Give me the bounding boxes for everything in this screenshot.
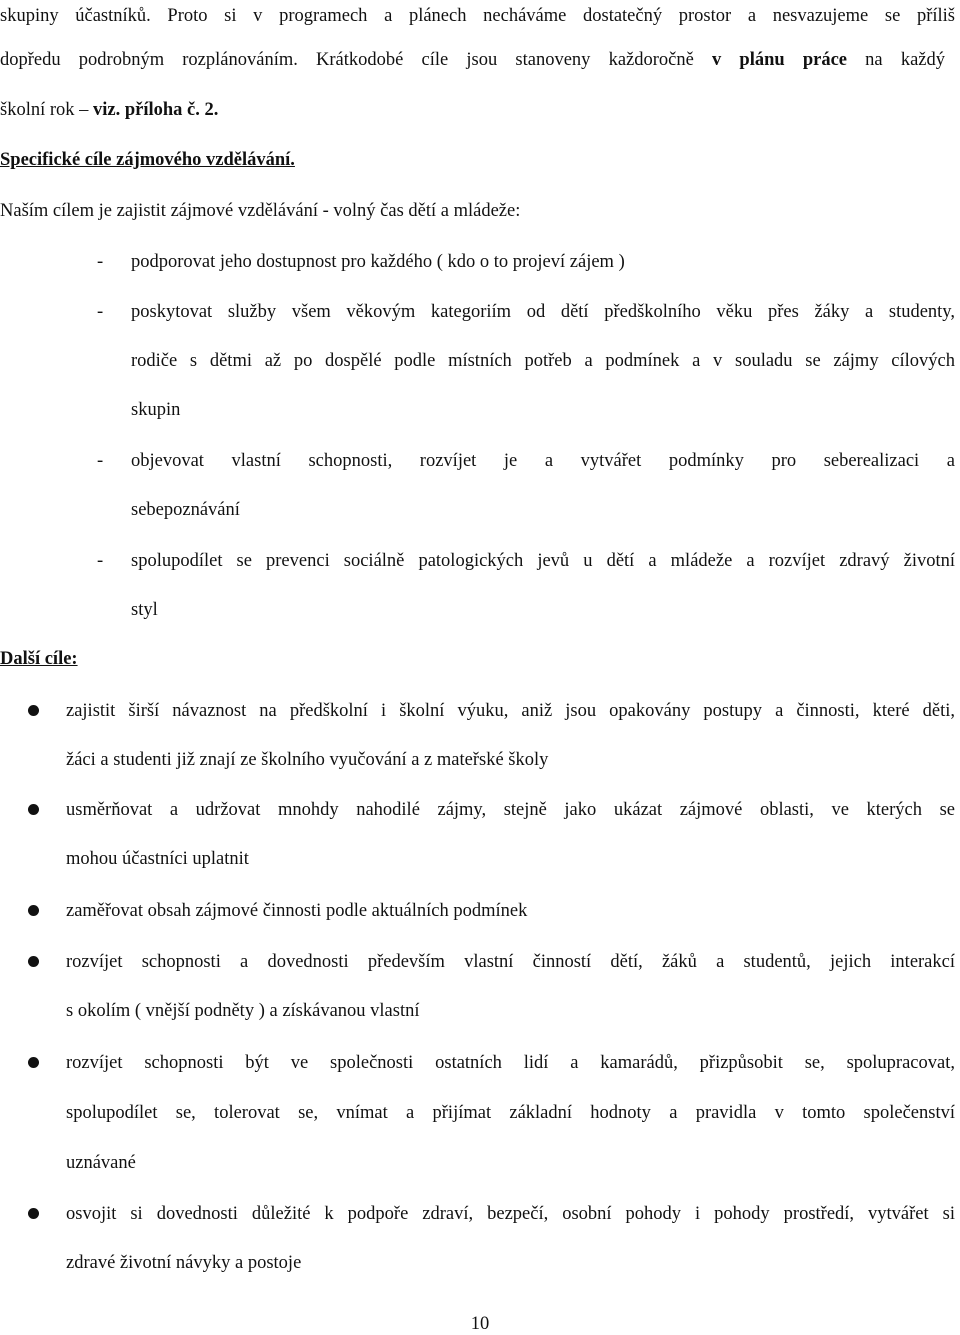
specific-goals-lead: Naším cílem je zajistit zájmové vzdělávání - volný čas dětí a mládeže: <box>0 201 521 221</box>
other-item-5-line-3: uznávané <box>66 1153 136 1173</box>
specific-item-1-line-1: podporovat jeho dostupnost pro každého ( kdo o to projeví zájem ) <box>131 252 625 272</box>
other-item-2-line-1: usměrňovat a udržovat mnohdy nahodilé zájmy, stejně jako ukázat zájmové oblasti, ve kterých se <box>66 800 955 820</box>
specific-item-2-line-3: skupin <box>131 400 181 420</box>
other-item-4-line-1: rozvíjet schopnosti a dovednosti především vlastní činností dětí, žáků a studentů, jejich interakcí <box>66 952 955 972</box>
other-item-3-line-1: zaměřovat obsah zájmové činnosti podle aktuálních podmínek <box>66 901 528 921</box>
intro-line-3 <box>0 99 218 121</box>
other-item-5-line-2: spolupodílet se, tolerovat se, vnímat a přijímat základní hodnoty a pravidla v tomto společenství <box>66 1103 955 1123</box>
bullet-icon <box>28 1208 39 1219</box>
bullet-icon <box>28 905 39 916</box>
other-item-1-line-1: zajistit širší návaznost na předškolní i školní výuku, aniž jsou opakovány postupy a činnosti, které děti, <box>66 701 955 721</box>
specific-goals-heading: Specifické cíle zájmového vzdělávání. <box>0 150 295 170</box>
other-item-6-line-1: osvojit si dovednosti důležité k podpoře zdraví, bezpečí, osobní pohody i pohody prostředí, vytvářet si <box>66 1204 955 1224</box>
intro-line-1: skupiny účastníků. Proto si v programech a plánech necháváme dostatečný prostor a nesvazujeme se příliš <box>0 6 955 26</box>
dash-marker: - <box>97 451 104 471</box>
intro-line-3-text: školní rok – <box>0 100 94 120</box>
specific-item-3-line-2: sebepoznávání <box>131 500 240 520</box>
intro-line-2 <box>0 49 945 71</box>
other-item-4-line-2: s okolím ( vnější podněty ) a získávanou vlastní <box>66 1001 420 1021</box>
specific-item-2-line-2: rodiče s dětmi až po dospělé podle místních potřeb a podmínek a v souladu se zájmy cílových <box>131 351 955 371</box>
other-item-6-line-2: zdravé životní návyky a postoje <box>66 1253 302 1273</box>
bullet-icon <box>28 1057 39 1068</box>
dash-marker: - <box>97 302 104 322</box>
page-number: 10 <box>470 1314 490 1334</box>
intro-line-2-end: na každý <box>847 50 945 70</box>
specific-item-3-line-1: objevovat vlastní schopnosti, rozvíjet je a vytvářet podmínky pro seberealizaci a <box>131 451 955 471</box>
bullet-icon <box>28 804 39 815</box>
plan-prace-emphasis: v plánu práce <box>712 50 848 70</box>
dash-marker: - <box>97 252 104 272</box>
other-item-2-line-2: mohou účastníci uplatnit <box>66 849 249 869</box>
specific-item-4-line-1: spolupodílet se prevenci sociálně patologických jevů u dětí a mládeže a rozvíjet zdravý životní <box>131 551 955 571</box>
bullet-icon <box>28 705 39 716</box>
bullet-icon <box>28 956 39 967</box>
specific-item-2-line-1: poskytovat služby všem věkovým kategoriím od dětí předškolního věku přes žáky a studenty, <box>131 302 955 322</box>
other-item-1-line-2: žáci a studenti již znají ze školního vyučování a z mateřské školy <box>66 750 549 770</box>
other-item-5-line-1: rozvíjet schopnosti být ve společnosti ostatních lidí a kamarádů, přizpůsobit se, spolupracovat, <box>66 1053 955 1073</box>
intro-line-2-text: dopředu podrobným rozplánováním. Krátkodobé cíle jsou stanoveny každoročně <box>0 50 712 70</box>
appendix-reference: viz. příloha č. 2. <box>93 100 219 120</box>
dash-marker: - <box>97 551 104 571</box>
specific-item-4-line-2: styl <box>131 600 158 620</box>
other-goals-heading: Další cíle: <box>0 649 78 669</box>
